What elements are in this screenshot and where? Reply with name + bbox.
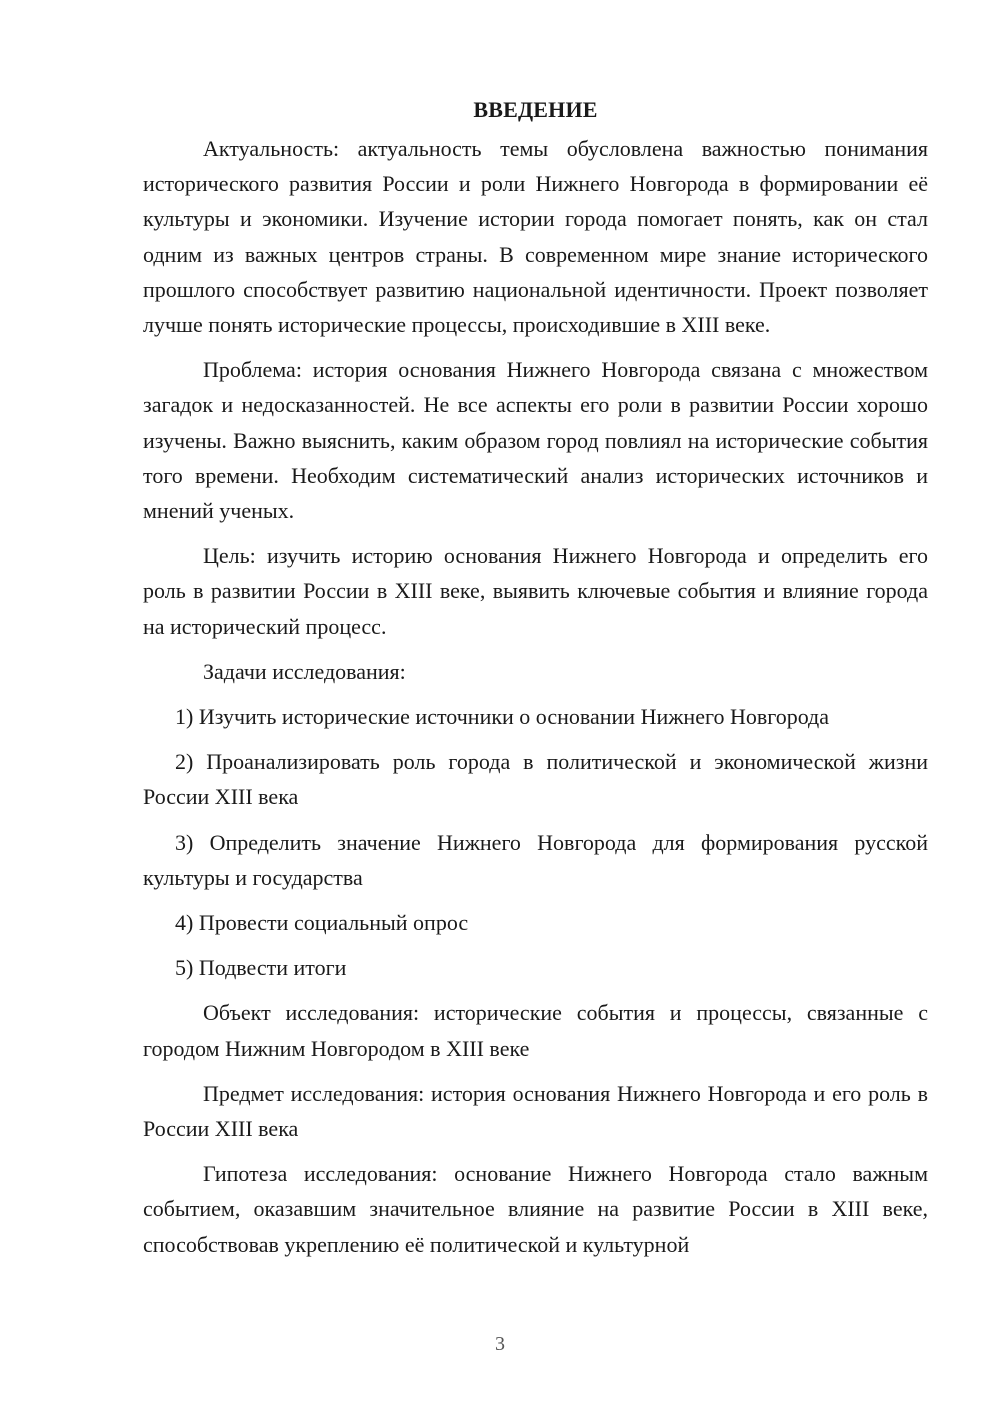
task-item: 5) Подвести итоги [175, 955, 347, 981]
task-item: 2) Проанализировать роль города в политической и экономической жизни России XIII века [143, 749, 928, 810]
task-item: 4) Провести социальный опрос [175, 910, 469, 936]
paragraph-goal: Цель: изучить историю основания Нижнего Новгорода и определить его роль в развитии России в XIII веке, выявить ключевые события и влияние города на исторический процесс. [143, 543, 928, 639]
paragraph-relevance: Актуальность: актуальность темы обусловлена важностью понимания исторического развития России и роли Нижнего Новгорода в формировании её культуры и экономики. Изучение истории города помогает понять, как он стал одним из важных центров страны. В современном мире знание исторического прошлого способствует развитию национальной идентичности. Проект позволяет лучше понять исторические процессы, происходившие в XIII веке. [143, 136, 928, 338]
paragraph-problem: Проблема: история основания Нижнего Новгорода связана с множеством загадок и недосказанностей. Не все аспекты его роли в развитии России хорошо изучены. Важно выяснить, каким образом город повлиял на исторические события того времени. Необходим систематический анализ исторических источников и мнений ученых. [143, 357, 928, 524]
paragraph-tasks-heading: Задачи исследования: [203, 658, 406, 684]
document-page [143, 95, 928, 1272]
paragraph-subject: Предмет исследования: история основания Нижнего Новгорода и его роль в России XIII века [143, 1080, 928, 1142]
task-item: 1) Изучить исторические источники о основании Нижнего Новгорода [175, 704, 830, 730]
section-title: ВВЕДЕНИЕ [473, 97, 598, 122]
paragraph-object: Объект исследования: исторические события и процессы, связанные с городом Нижним Новгородом в XIII веке [143, 1000, 928, 1061]
paragraph-hypothesis: Гипотеза исследования: основание Нижнего Новгорода стало важным событием, оказавшим значительное влияние на развитие России в XIII веке, способствовав укреплению её политической и культурной [143, 1161, 928, 1257]
task-item: 3) Определить значение Нижнего Новгорода для формирования русской культуры и государства [143, 829, 928, 890]
page-number: 3 [495, 1333, 505, 1355]
